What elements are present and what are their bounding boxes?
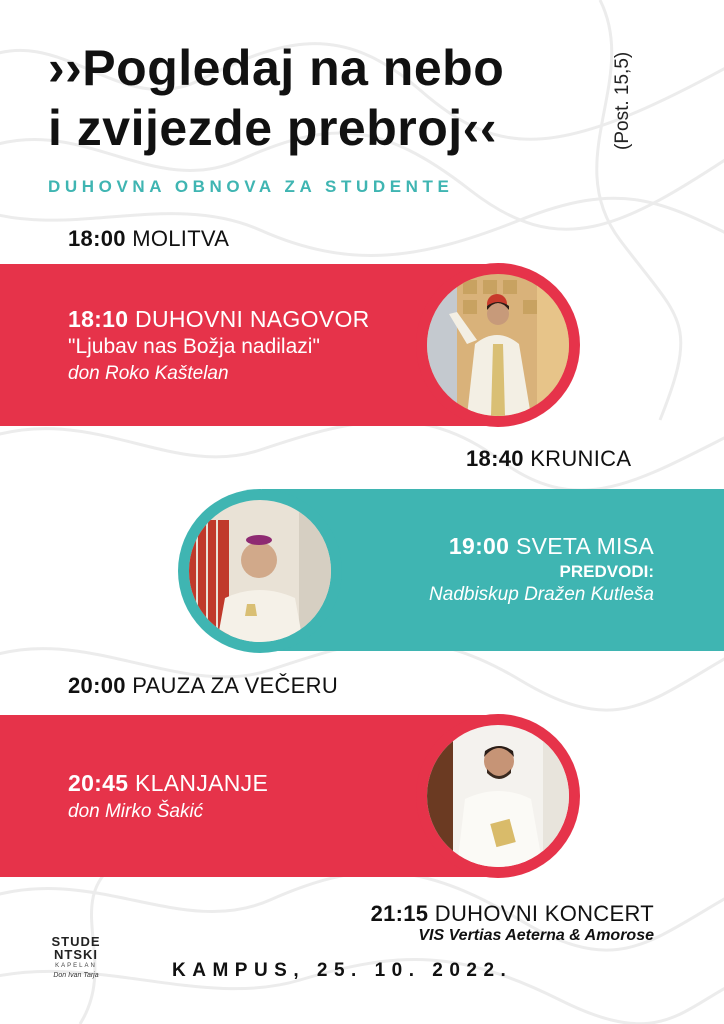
presider-name: Nadbiskup Dražen Kutleša xyxy=(429,584,654,605)
item-time: 21:15 xyxy=(370,901,429,926)
item-title: DUHOVNI NAGOVOR xyxy=(135,306,370,332)
subtitle: DUHOVNA OBNOVA ZA STUDENTE xyxy=(48,177,454,196)
leader-name: don Mirko Šakić xyxy=(68,801,204,822)
presider-label: PREDVODI: xyxy=(559,562,654,581)
item-time: 20:45 xyxy=(68,770,129,796)
logo-line-1: STUDE xyxy=(51,934,101,949)
photo-don-roko-kastelan xyxy=(427,274,569,416)
schedule-item-koncert xyxy=(340,901,654,945)
photo-don-mirko-sakic xyxy=(427,725,569,867)
logo-line-2: NTSKI xyxy=(54,947,98,962)
item-sveta-misa xyxy=(330,533,654,606)
speaker-name: don Roko Kaštelan xyxy=(68,363,229,384)
title-line-1: ››Pogledaj na nebo xyxy=(48,40,505,96)
item-klanjanje xyxy=(68,770,268,823)
item-time: 19:00 xyxy=(448,533,510,559)
logo-signature: Don Ivan Tarja xyxy=(53,972,99,979)
item-time: 18:10 xyxy=(68,306,129,332)
photo-nadbiskup-drazen-kutlesa xyxy=(189,500,331,642)
item-title: SVETA MISA xyxy=(515,533,654,559)
item-title: KRUNICA xyxy=(530,446,632,471)
item-title: KLANJANJE xyxy=(135,770,269,796)
schedule-item-molitva xyxy=(68,226,229,252)
title-line-2: i zvijezde prebroj‹‹ xyxy=(48,100,497,156)
item-time: 18:00 xyxy=(68,226,126,251)
schedule-item-krunica xyxy=(466,446,631,472)
location-date: KAMPUS, 25. 10. 2022. xyxy=(172,960,513,981)
page-title xyxy=(48,38,504,158)
item-title: MOLITVA xyxy=(132,226,230,251)
studentski-kapelan-logo xyxy=(46,935,106,979)
item-duhovni-nagovor xyxy=(68,306,370,385)
item-time: 18:40 xyxy=(466,446,524,471)
item-title: DUHOVNI KONCERT xyxy=(434,901,654,926)
schedule-item-pauza xyxy=(68,673,338,699)
bible-reference: (Post. 15,5) xyxy=(612,51,633,150)
item-time: 20:00 xyxy=(68,673,126,698)
logo-line-3: KAPELAN xyxy=(55,963,97,969)
item-title: PAUZA ZA VEČERU xyxy=(132,673,339,698)
talk-title: "Ljubav nas Božja nadilazi" xyxy=(68,335,320,358)
performers: VIS Vertias Aeterna & Amorose xyxy=(418,927,654,944)
